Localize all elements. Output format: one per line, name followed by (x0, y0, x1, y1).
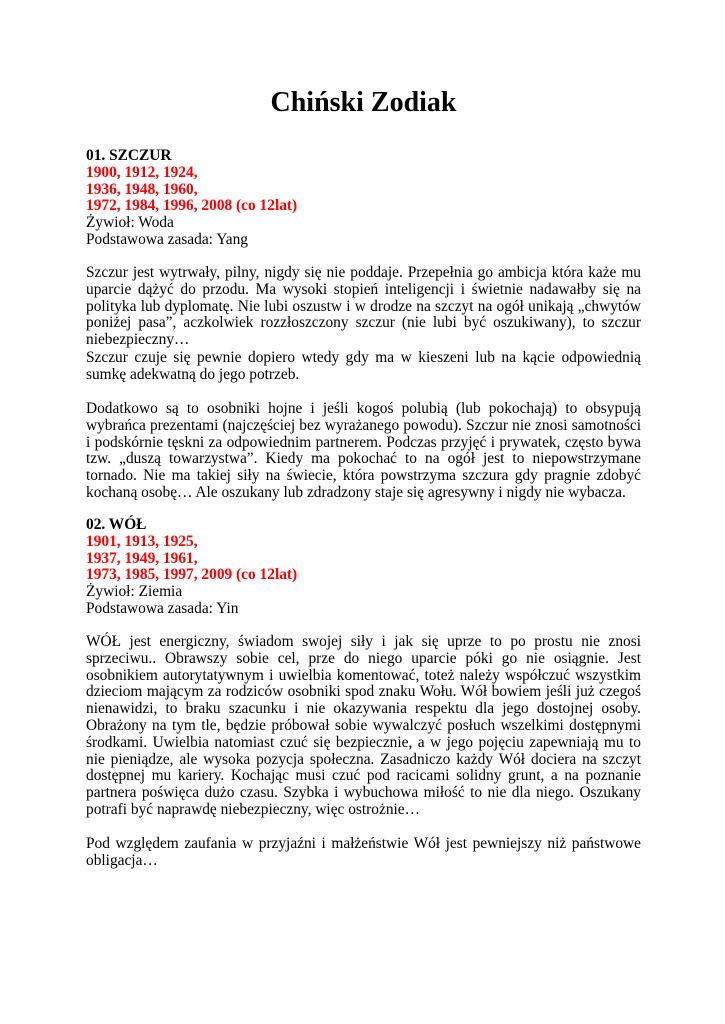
paragraph: Szczur jest wytrwały, pilny, nigdy się nie poddaje. Przepełnia go ambicja która każe mu uparcie dążyć do przodu. Ma wysoki stopień inteligencji i świetnie nadawałby się na polityka lub dyplomatę. Nie lubi oszustw i w drodze na szczyt na ogół unikają „chwytów poniżej pasa”, aczkolwiek rozzłoszczony szczur (nie lubi być oszukiwany), to szczur niebezpieczny… (86, 264, 641, 349)
years-line: 1937, 1949, 1961, (86, 549, 198, 567)
years-line: 1900, 1912, 1924, (86, 163, 198, 181)
section-heading: 01. SZCZUR (86, 147, 172, 164)
principle-line: Podstawowa zasada: Yang (86, 230, 249, 248)
element-line: Żywioł: Ziemia (86, 583, 183, 601)
principle-line: Podstawowa zasada: Yin (86, 599, 239, 617)
element-line: Żywioł: Woda (86, 214, 174, 232)
years-line: 1936, 1948, 1960, (86, 180, 198, 198)
paragraph: Szczur czuje się pewnie dopiero wtedy gdy ma w kieszeni lub na kącie odpowiednią sumkę adekwatną do jego potrzeb. (86, 349, 641, 383)
page-title: Chiński Zodiak (270, 87, 457, 118)
zodiac-section-rat (86, 148, 641, 249)
years-line: 1901, 1913, 1925, (86, 532, 198, 550)
paragraph: Dodatkowo są to osobniki hojne i jeśli kogoś polubią (lub pokochają) to obsypują wybrańca prezentami (najczęściej bez wyrażanego powodu). Szczur nie znosi samotności i podskórnie tęskni za odpowiednim partnerem. Podczas przyjęć i prywatek, często bywa tzw. „duszą towarzystwa”. Kiedy ma pokochać to na ogół jest to niepowstrzymane tornado. Nie ma takiej siły na świecie, która powstrzyma szczura gdy pragnie zdobyć kochaną osobę… Ale oszukany lub zdradzony staje się agresywny i nigdy nie wybacza. (86, 400, 641, 501)
paragraph: WÓŁ jest energiczny, świadom swojej siły i jak się uprze to po prostu nie znosi sprzeciwu.. Obrawszy sobie cel, prze do niego uparcie póki go nie osiągnie. Jest osobnikiem autorytatywnym i uwielbia komentować, toteż należy współczuć wszystkim dzieciom mającym za rodziców osobniki spod znaku Wołu. Wół bowiem jeśli już czegoś nienawidzi, to braku szacunku i nie okazywania respektu dla jego dostojnej osoby. Obrażony na tym tle, będzie próbował sobie wywalczyć posłuch wszelkimi dostępnymi środkami. Uwielbia natomiast czuć się bezpiecznie, a w jego pojęciu zapewniają mu to nie pieniądze, ale wysoka pozycja społeczna. Zasadniczo każdy Wół dociera na szczyt dostępnej mu kariery. Kochając musi czuć pod racicami solidny grunt, a na poznanie partnera poświęca dużo czasu. Szybka i wybuchowa miłość to nie dla niego. Oszukany potrafi być naprawdę niebezpieczny, więc ostrożnie… (86, 633, 641, 818)
section-heading: 02. WÓŁ (86, 516, 147, 533)
paragraph: Pod względem zaufania w przyjaźni i małżeństwie Wół jest pewniejszy niż państwowe obligacja… (86, 835, 641, 869)
zodiac-section-ox (86, 517, 641, 618)
years-line: 1972, 1984, 1996, 2008 (co 12lat) (86, 197, 298, 215)
years-line: 1973, 1985, 1997, 2009 (co 12lat) (86, 566, 298, 584)
